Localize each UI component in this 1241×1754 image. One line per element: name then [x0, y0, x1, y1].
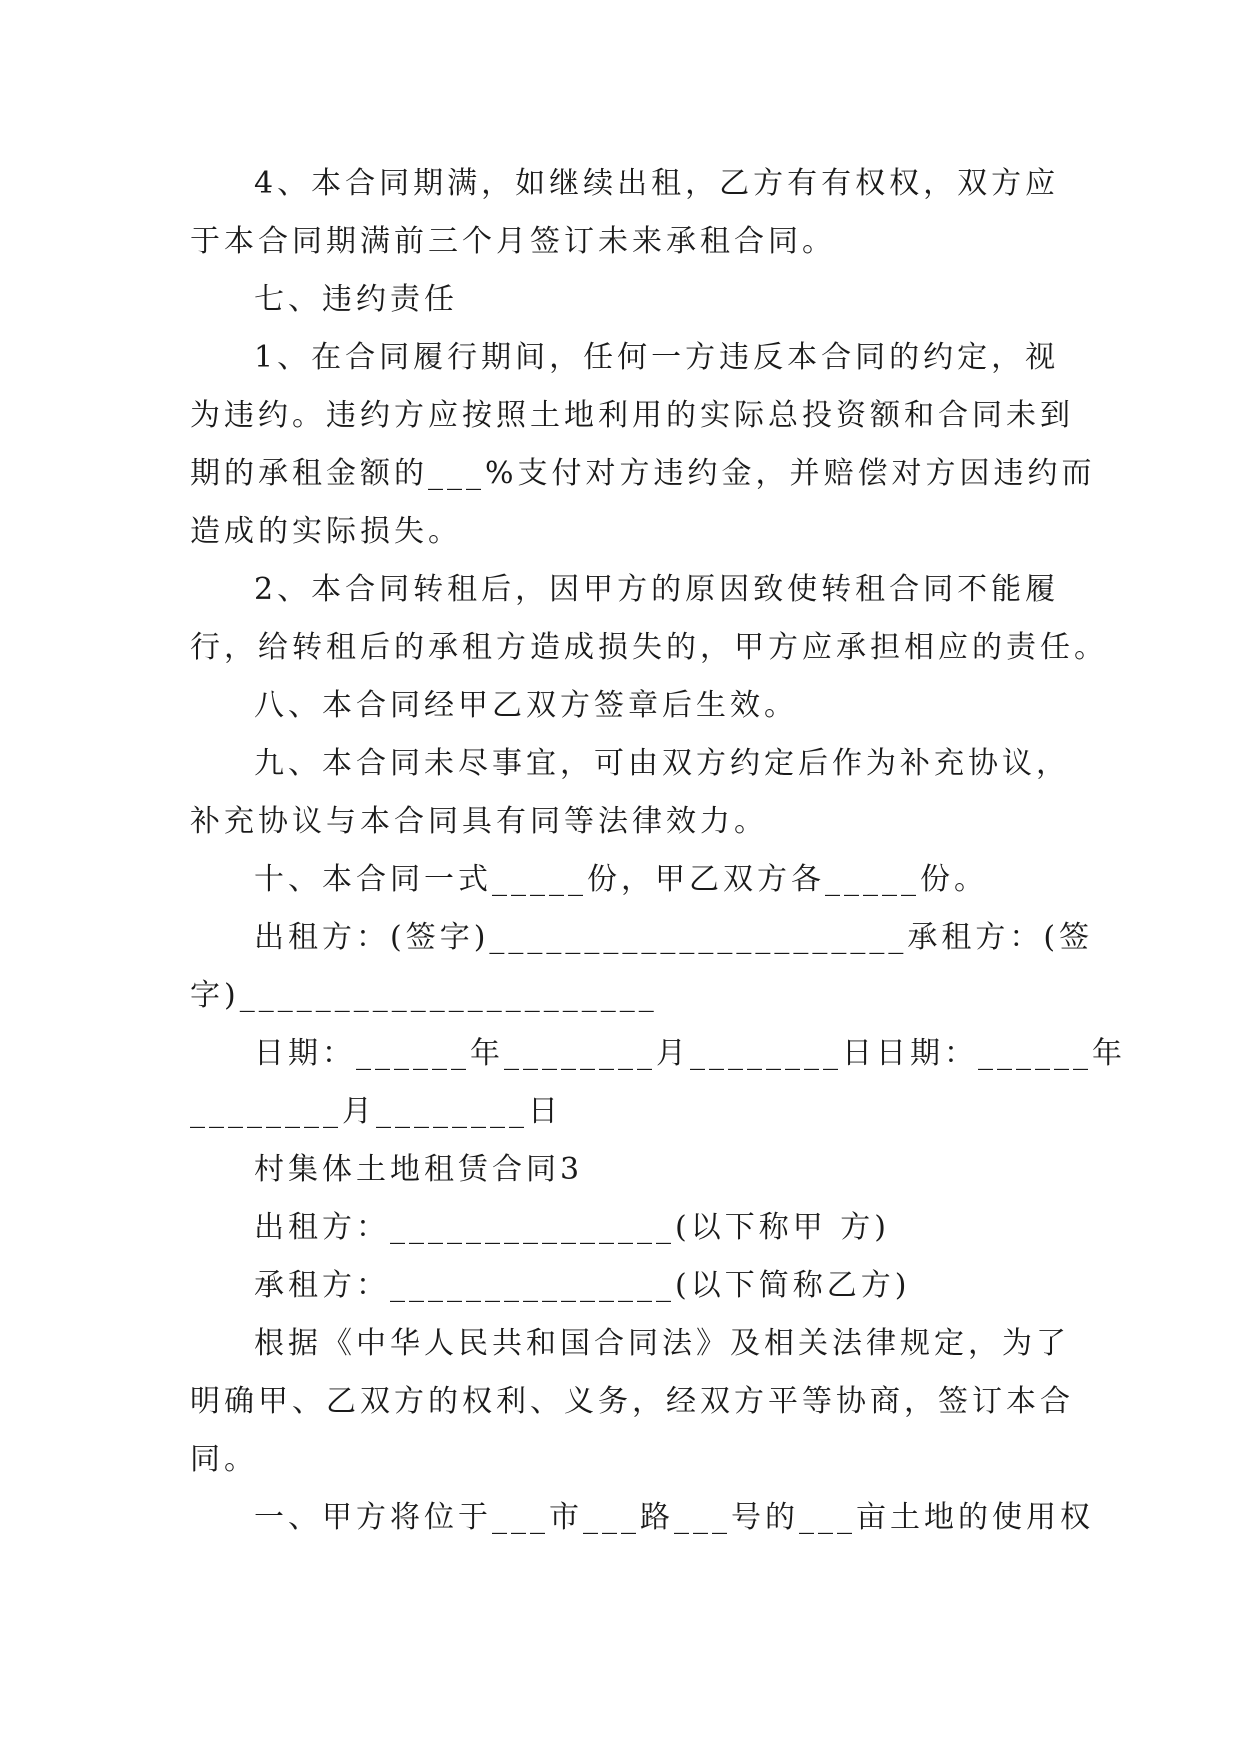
text-line: 1、在合同履行期间，任何一方违反本合同的约定，视	[254, 340, 1060, 375]
text-line: 造成的实际损失。	[190, 514, 462, 549]
party-line: 出租方：_______________(以下称甲 方)	[254, 1210, 890, 1245]
text-line: 期的承租金额的___%支付对方违约金，并赔偿对方因违约而	[190, 456, 1096, 491]
party-line: 承租方：_______________(以下简称乙方)	[254, 1268, 911, 1303]
section-heading: 十、本合同一式_____份，甲乙双方各_____份。	[254, 862, 988, 897]
section-heading: 一、甲方将位于___市___路___号的___亩土地的使用权	[254, 1500, 1094, 1535]
text-line: 2、本合同转租后，因甲方的原因致使转租合同不能履	[254, 572, 1060, 607]
date-line: ________月________日	[190, 1094, 562, 1129]
text-line: 根据《中华人民共和国合同法》及相关法律规定，为了	[254, 1326, 1070, 1361]
signature-line: 字)______________________	[190, 978, 658, 1013]
text-line: 明确甲、乙双方的权利、义务，经双方平等协商，签订本合	[190, 1384, 1074, 1419]
section-heading: 九、本合同未尽事宜，可由双方约定后作为补充协议，	[254, 746, 1070, 781]
text-line: 4、本合同期满，如继续出租，乙方有有权权，双方应	[254, 166, 1060, 201]
section-heading: 八、本合同经甲乙双方签章后生效。	[254, 688, 798, 723]
text-line: 补充协议与本合同具有同等法律效力。	[190, 804, 768, 839]
text-line: 行，给转租后的承租方造成损失的，甲方应承担相应的责任。	[190, 630, 1108, 665]
signature-line: 出租方：(签字)______________________承租方：(签	[254, 920, 1094, 955]
section-heading: 七、违约责任	[254, 282, 458, 317]
text-line: 于本合同期满前三个月签订未来承租合同。	[190, 224, 836, 259]
text-line: 为违约。违约方应按照土地利用的实际总投资额和合同未到	[190, 398, 1074, 433]
text-line: 同。	[190, 1442, 258, 1477]
document-page	[190, 155, 1126, 1547]
contract-title: 村集体土地租赁合同3	[254, 1152, 584, 1187]
date-line: 日期：______年________月________日日期：______年	[254, 1036, 1126, 1071]
